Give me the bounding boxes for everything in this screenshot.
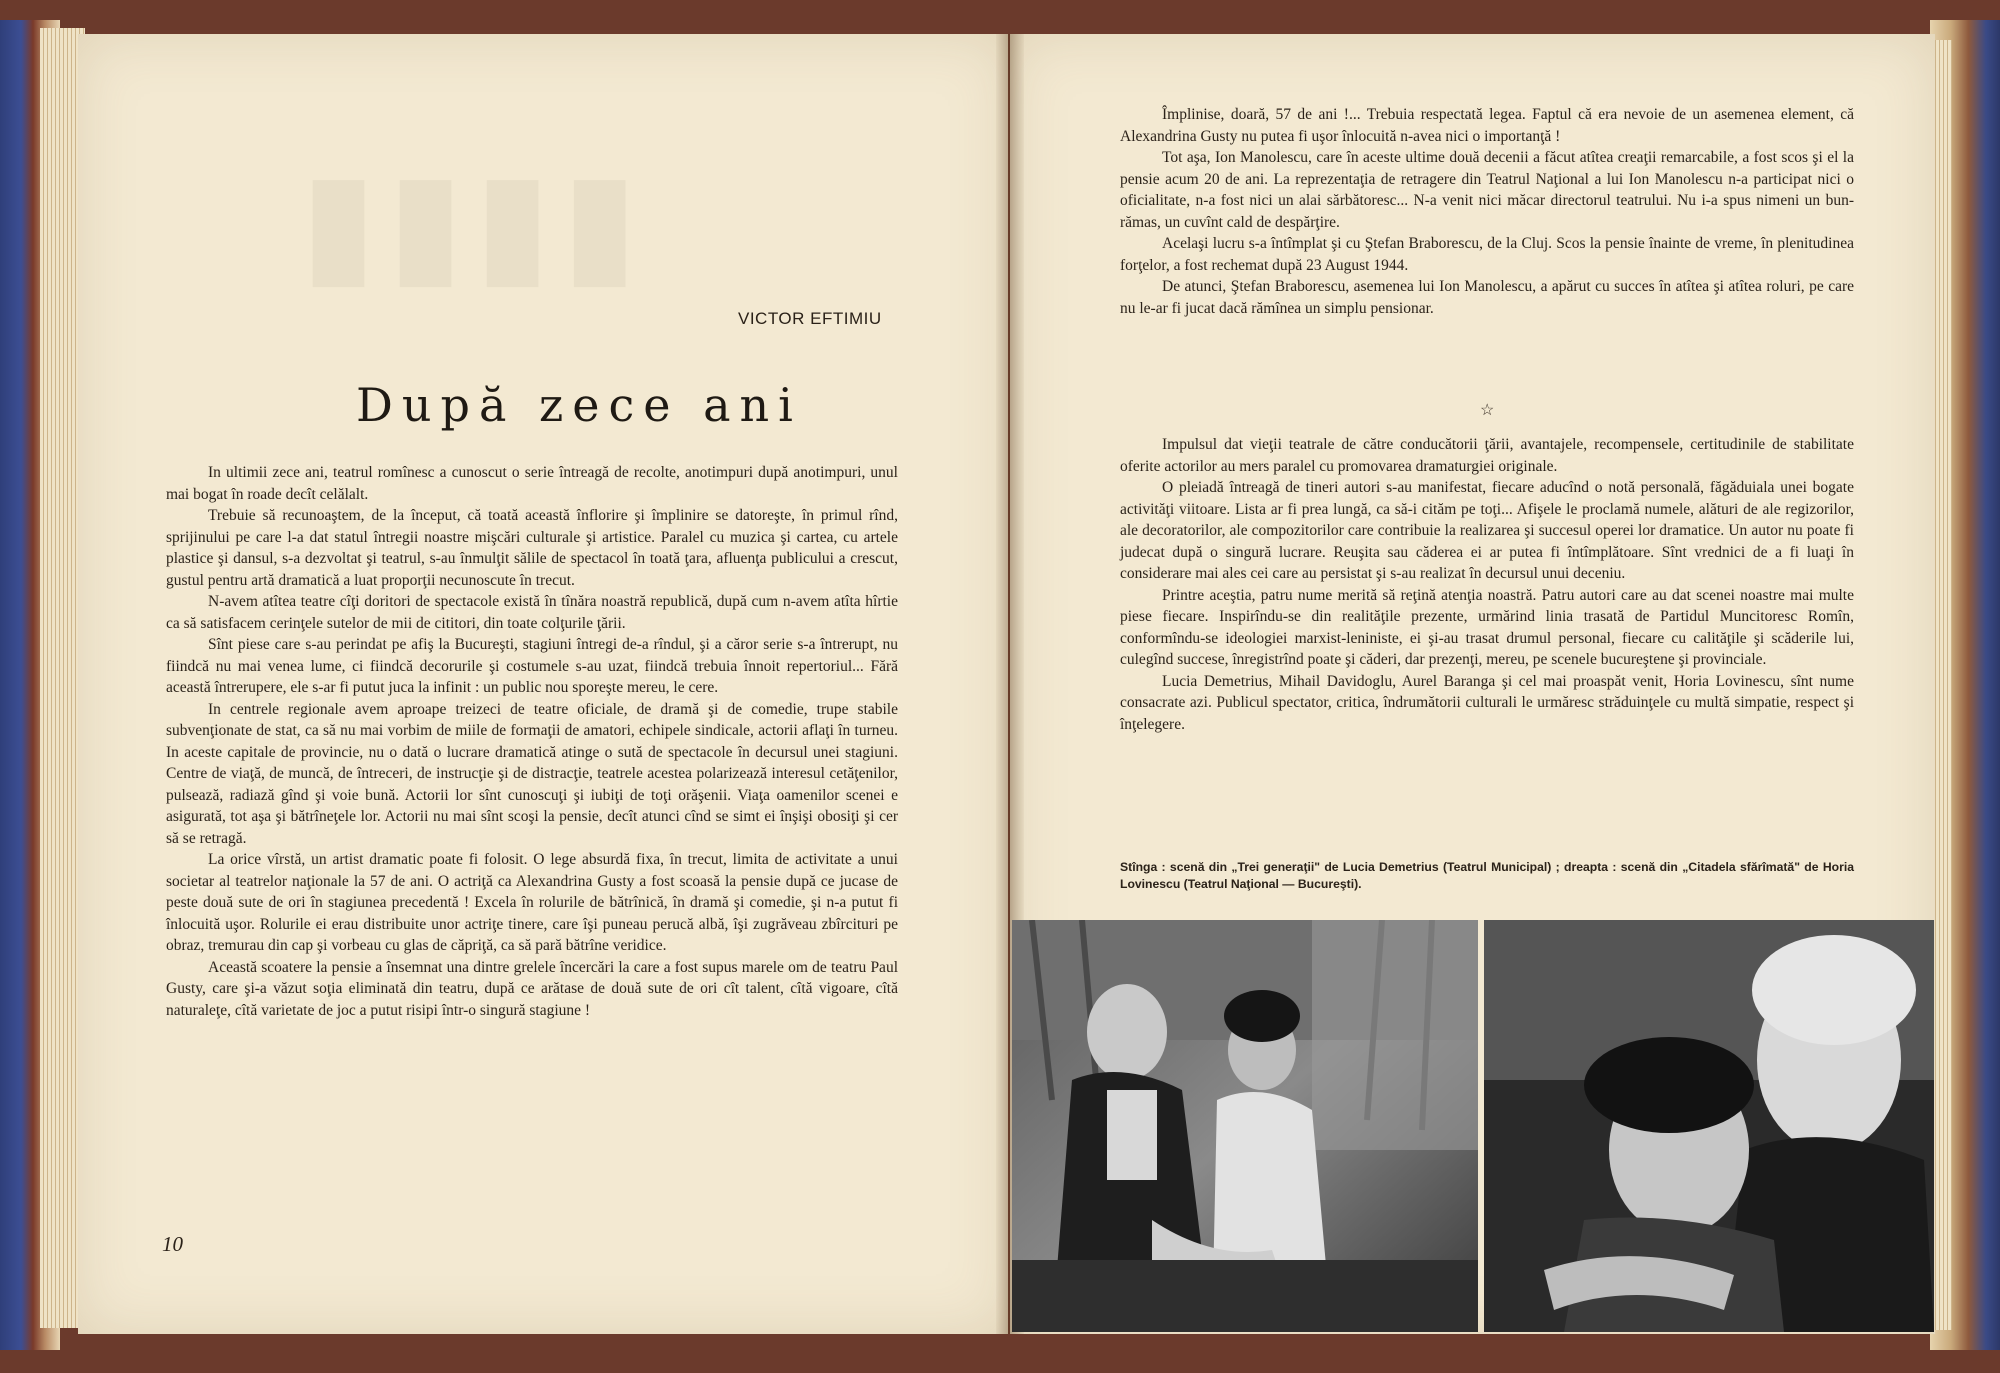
right-page-text-mid: [1120, 434, 1854, 735]
section-separator-star: ☆: [1480, 400, 1495, 419]
paragraph: Impulsul dat vieţii teatrale de către conducătorii ţării, avantajele, recompensele, certitudinile de stabilitate oferite actorilor au mers paralel cu promovarea dramaturgiei originale.: [1120, 436, 1854, 475]
paragraph: La orice vîrstă, un artist dramatic poate fi folosit. O lege absurdă fixa, în trecut, limita de activitate a unui societar al teatrelor naţionale la 57 de ani. O actriţă ca Alexandrina Gusty a fost scoasă la pensie după ce jucase de peste două sute de ori în stagiunea precedentă ! Excela în rolurile de bătrînică, în dramă şi comedie, şi n-a putut fi înlocuită uşor. Rolurile ei erau distribuite unor actriţe tinere, care îşi puneau perucă albă, îşi zugrăveau zbîrcituri pe obraz, tremurau din cap şi vorbeau cu glas de căpriţă, ca să pară bătrîne veridice.: [166, 851, 898, 954]
page-number: 10: [162, 1232, 183, 1256]
right-page-text-top: [1120, 104, 1854, 319]
article-title: După zece ani: [356, 378, 802, 432]
paragraph: In centrele regionale avem aproape treizeci de teatre oficiale, de dramă şi de comedie, trupe stabile subvenţionate de stat, ca să nu mai vorbim de miile de formaţii de amatori, echipele sindicale, actorii aflaţi în turneu. In aceste capitale de provincie, nu o dată o lucrare dramatică atinge o sută de spectacole în decursul unei stagiuni. Centre de viaţă, de muncă, de întreceri, de instrucţie şi de distracţie, teatrele acestea polarizează interesul cetăţenilor, pulsează, radiază gînd şi voie bună. Actorii lor sînt cunoscuţi şi iubiţi de toţi orăşenii. Viaţa oamenilor scenei e asigurată, tot aşa şi bătrîneţele lor. Actorii nu mai sînt scoşi la pensie, decît atunci cînd se simt ei înşişi obosiţi şi cer să se retragă.: [166, 700, 898, 847]
show-through-ghost: ▮▮▮▮: [300, 140, 649, 304]
paragraph: Trebuie să recunoaştem, de la început, că toată această înflorire şi împlinire se datoreşte, în primul rînd, sprijinului pe care l-a dat statul întregii noastre mişcări culturale şi artistice. Paralel cu muzica şi cartea, cu artele plastice şi dansul, s-a dezvoltat şi teatrul, s-au înmulţit sălile de spectacol în toată ţara, afluenţa publicului a crescut, gustul pentru artă dramatică a luat proporţii necunoscute în trecut.: [166, 507, 898, 589]
paragraph: Sînt piese care s-au perindat pe afiş la Bucureşti, stagiuni întregi de-a rîndul, şi a căror serie s-a întrerupt, nu fiindcă nu mai venea lume, ci fiindcă decorurile şi costumele s-au uzat, fiindcă trebuia înnoit repertoriul... Fără această întrerupere, ele s-ar fi putut juca la infinit : un public nou sporeşte mereu, le cere.: [166, 636, 898, 696]
paragraph: Tot aşa, Ion Manolescu, care în aceste ultime două decenii a făcut atîtea creaţii remarcabile, a fost scos şi el la pensie acum 20 de ani. La reprezentaţia de retragere din Teatrul Naţional a lui Ion Manolescu n-a participat nici o oficialitate, n-a fost nici un alai sărbătoresc... N-a venit nici măcar directorul teatrului. Nu i-a spus nimeni un bun-rămas, un cuvînt cald de despărţire.: [1120, 149, 1854, 231]
paragraph: O pleiadă întreagă de tineri autori s-au manifestat, fiecare aducînd o notă personală, făgăduiala unei bogate activităţi viitoare. Lista ar fi prea lungă, ca să-i cităm pe toţi... Afişele le proclamă numele, alături de ale regizorilor, ale decoratorilor, ale compozitorilor care contribuie la realizarea şi succesul operei lor dramatice. Un autor nu poate fi judecat după o singură lucrare. Reuşita sau căderea ei ar putea fi întîmplătoare. Sînt vrednici de a fi luaţi în considerare mai ales cei care au persistat şi s-au realizat în decursul unui deceniu.: [1120, 479, 1854, 582]
paragraph: Lucia Demetrius, Mihail Davidoglu, Aurel Baranga şi cel mai proaspăt venit, Horia Lovinescu, sînt nume consacrate azi. Publicul spectator, critica, îndrumătorii culturali le urmăresc străduinţele cu multă simpatie, respect şi înţelegere.: [1120, 672, 1854, 733]
photo-trei-generatii-scene: [1012, 920, 1478, 1332]
paragraph: N-avem atîtea teatre cîţi doritori de spectacole există în tînăra noastră republică, după cum n-avem atîta hîrtie ca să satisfacem cerinţele sutelor de mii de cititori, din toate colţurile ţării.: [166, 593, 898, 632]
paragraph: Printre aceştia, patru nume merită să reţină atenţia noastră. Patru autori care au dat scenei noastre mai multe piese fiecare. Inspirîndu-se din realităţile prezente, urmărind linia trasată de Partidul Muncitoresc Romîn, conformîndu-se ideologiei marxist-leniniste, ei şi-au trasat drumul personal, fiecare cu calităţile şi scăderile lui, culegînd succese, înregistrînd poate şi căderi, dar prezenţi, mereu, pe scenele bucureştene şi provinciale.: [1120, 586, 1854, 668]
left-page-text: [166, 462, 898, 1021]
article-author: VICTOR EFTIMIU: [738, 309, 882, 328]
paragraph: De atunci, Ştefan Braborescu, asemenea lui Ion Manolescu, a apărut cu succes în atîtea şi atîtea roluri, pe care nu le-ar fi jucat dacă rămînea un simplu pensionar.: [1120, 278, 1854, 317]
photo-citadela-sfarimata-scene: [1484, 920, 1934, 1332]
paragraph: Împlinise, doară, 57 de ani !... Trebuia respectată legea. Faptul că era nevoie de un asemenea element, că Alexandrina Gusty nu putea fi uşor înlocuită n-avea nici o importanţă !: [1120, 106, 1854, 145]
paragraph: Acelaşi lucru s-a întîmplat şi cu Ştefan Braborescu, de la Cluj. Scos la pensie înainte de vreme, în plenitudinea forţelor, a fost rechemat după 23 August 1944.: [1120, 235, 1854, 274]
paragraph: Această scoatere la pensie a însemnat una dintre grelele încercări la care a fost supus marele om de teatru Paul Gusty, care şi-a văzut soţia eliminată din teatru, după ce arătase de două sute de ori cît talent, cîtă vigoare, cîtă naturaleţe, cîtă varietate de joc a putut risipi într-o singură stagiune !: [166, 958, 898, 1019]
photo-caption: Stînga : scenă din „Trei generaţii" de Lucia Demetrius (Teatrul Municipal) ; dreapta : scenă din „Citadela sfărîmată" de Horia Lovinescu (Teatrul Naţional — Bucureşti).: [1120, 860, 1854, 891]
paragraph: In ultimii zece ani, teatrul romînesc a cunoscut o serie întreagă de recolte, anotimpuri după anotimpuri, unul mai bogat în roade decît celălalt.: [166, 464, 898, 503]
